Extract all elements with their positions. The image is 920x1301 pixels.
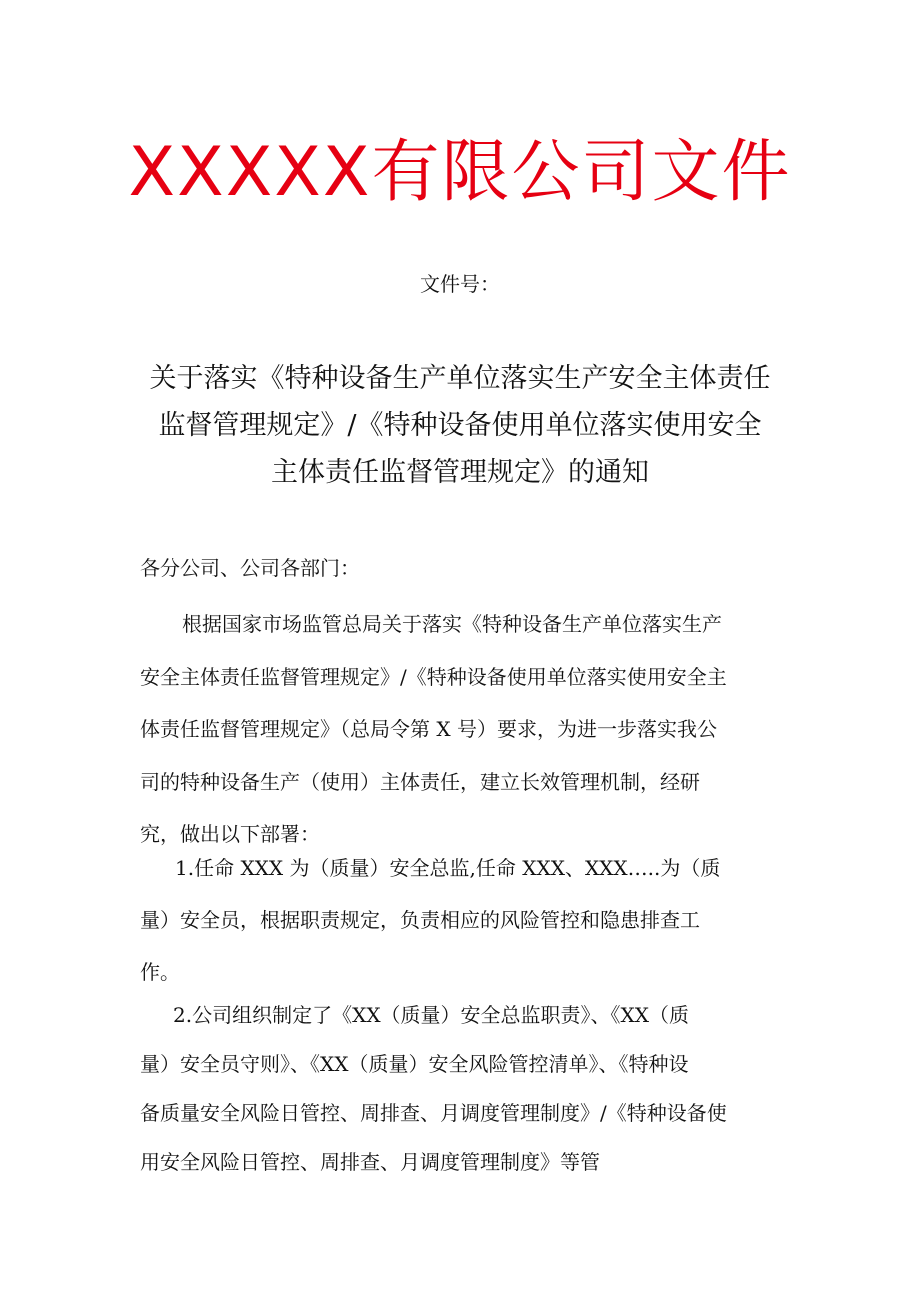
notice-title-line: 监督管理规定》/《特种设备使用单位落实使用安全 xyxy=(158,410,762,441)
body-paragraph-1 xyxy=(140,598,800,861)
paragraph-line: 作。 xyxy=(140,960,180,984)
paragraph-line: 究，做出以下部署： xyxy=(140,822,320,846)
notice-title-line: 主体责任监督管理规定》的通知 xyxy=(271,457,649,488)
paragraph-line: 根据国家市场监管总局关于落实《特种设备生产单位落实生产 xyxy=(182,612,722,636)
paragraph-line: 量）安全员，根据职责规定，负责相应的风险管控和隐患排查工 xyxy=(140,908,700,932)
salutation: 各分公司、公司各部门： xyxy=(140,556,360,580)
document-number-label: 文件号： xyxy=(420,272,500,296)
body-paragraph-3 xyxy=(140,991,800,1187)
paragraph-line: 1.任命 XXX 为（质量）安全总监,任命 XXX、XXX…..为（质 xyxy=(175,856,721,880)
paragraph-line: 体责任监督管理规定》（总局令第 X 号）要求，为进一步落实我公 xyxy=(140,717,717,741)
paragraph-line: 用安全风险日管控、周排查、月调度管理制度》等管 xyxy=(140,1150,600,1174)
notice-title-line: 关于落实《特种设备生产单位落实生产安全主体责任 xyxy=(149,363,771,394)
notice-title xyxy=(130,355,790,496)
paragraph-line: 备质量安全风险日管控、周排查、月调度管理制度》/《特种设备使 xyxy=(140,1101,727,1125)
paragraph-line: 量）安全员守则》、《XX（质量）安全风险管控清单》、《特种设 xyxy=(140,1052,689,1076)
paragraph-line: 司的特种设备生产（使用）主体责任，建立长效管理机制，经研 xyxy=(140,769,700,794)
paragraph-line: 2.公司组织制定了《XX（质量）安全总监职责》、《XX（质 xyxy=(173,1003,690,1027)
body-paragraph-2 xyxy=(140,842,800,998)
paragraph-line: 安全主体责任监督管理规定》/《特种设备使用单位落实使用安全主 xyxy=(140,664,727,689)
document-header-title: XXXXX有限公司文件 xyxy=(128,133,792,212)
